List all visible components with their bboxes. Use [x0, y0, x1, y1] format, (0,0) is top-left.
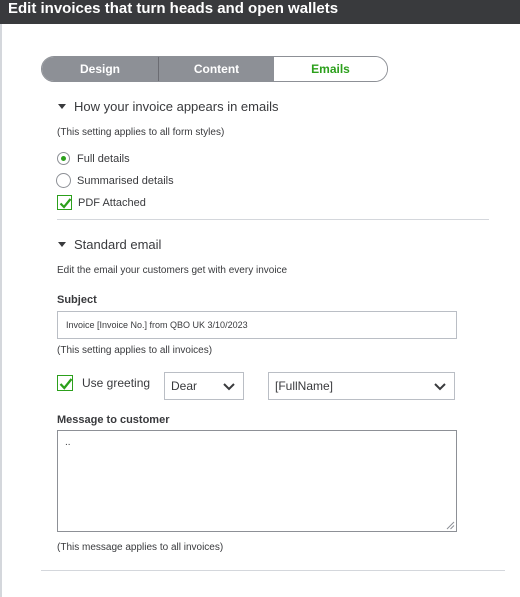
checkmark-icon [58, 196, 73, 211]
standard-email-description: Edit the email your customers get with every invoice [57, 265, 288, 276]
subject-input[interactable]: Invoice [Invoice No.] from QBO UK 3/10/2023 [57, 311, 457, 339]
left-border [0, 24, 2, 597]
message-value: .. [65, 437, 71, 448]
form-styles-note: (This setting applies to all form styles) [57, 127, 225, 138]
resize-grip-icon[interactable] [446, 521, 455, 530]
message-label: Message to customer [57, 414, 170, 426]
tab-emails[interactable]: Emails [274, 57, 387, 81]
subject-label: Subject [57, 294, 97, 306]
summarised-details-label: Summarised details [77, 174, 174, 187]
bottom-divider [41, 570, 505, 571]
name-value: [FullName] [275, 379, 334, 393]
section-divider [57, 219, 489, 220]
name-select[interactable] [268, 372, 455, 400]
checkmark-icon [58, 376, 74, 392]
pdf-attached-checkbox[interactable] [57, 195, 72, 210]
use-greeting-checkbox[interactable] [57, 375, 73, 391]
chevron-down-icon [221, 378, 237, 394]
radio-full-details[interactable] [57, 152, 70, 165]
standard-email-header[interactable] [57, 237, 161, 252]
radio-summarised-details[interactable] [56, 173, 71, 188]
greeting-value: Dear [171, 379, 198, 393]
email-appearance-heading: How your invoice appears in emails [74, 99, 279, 114]
subject-note: (This setting applies to all invoices) [57, 345, 213, 356]
use-greeting-label: Use greeting [82, 376, 151, 390]
use-greeting-option[interactable] [57, 375, 150, 391]
caret-down-icon [58, 104, 66, 109]
pdf-attached-option[interactable] [57, 195, 146, 210]
full-details-option[interactable] [57, 152, 130, 165]
email-appearance-header[interactable] [57, 99, 278, 114]
tab-content[interactable]: Content [159, 57, 274, 81]
caret-down-icon [58, 242, 66, 247]
message-note: (This message applies to all invoices) [57, 542, 224, 553]
greeting-select[interactable] [164, 372, 244, 400]
message-textarea[interactable] [57, 430, 457, 532]
tab-design[interactable]: Design [42, 57, 159, 81]
pdf-attached-label: PDF Attached [78, 196, 146, 209]
chevron-down-icon [432, 378, 448, 394]
tab-bar [41, 56, 388, 82]
full-details-label: Full details [77, 152, 130, 165]
dialog-title: Edit invoices that turn heads and open wallets [0, 0, 520, 24]
summarised-details-option[interactable] [57, 173, 174, 188]
standard-email-heading: Standard email [74, 237, 162, 252]
